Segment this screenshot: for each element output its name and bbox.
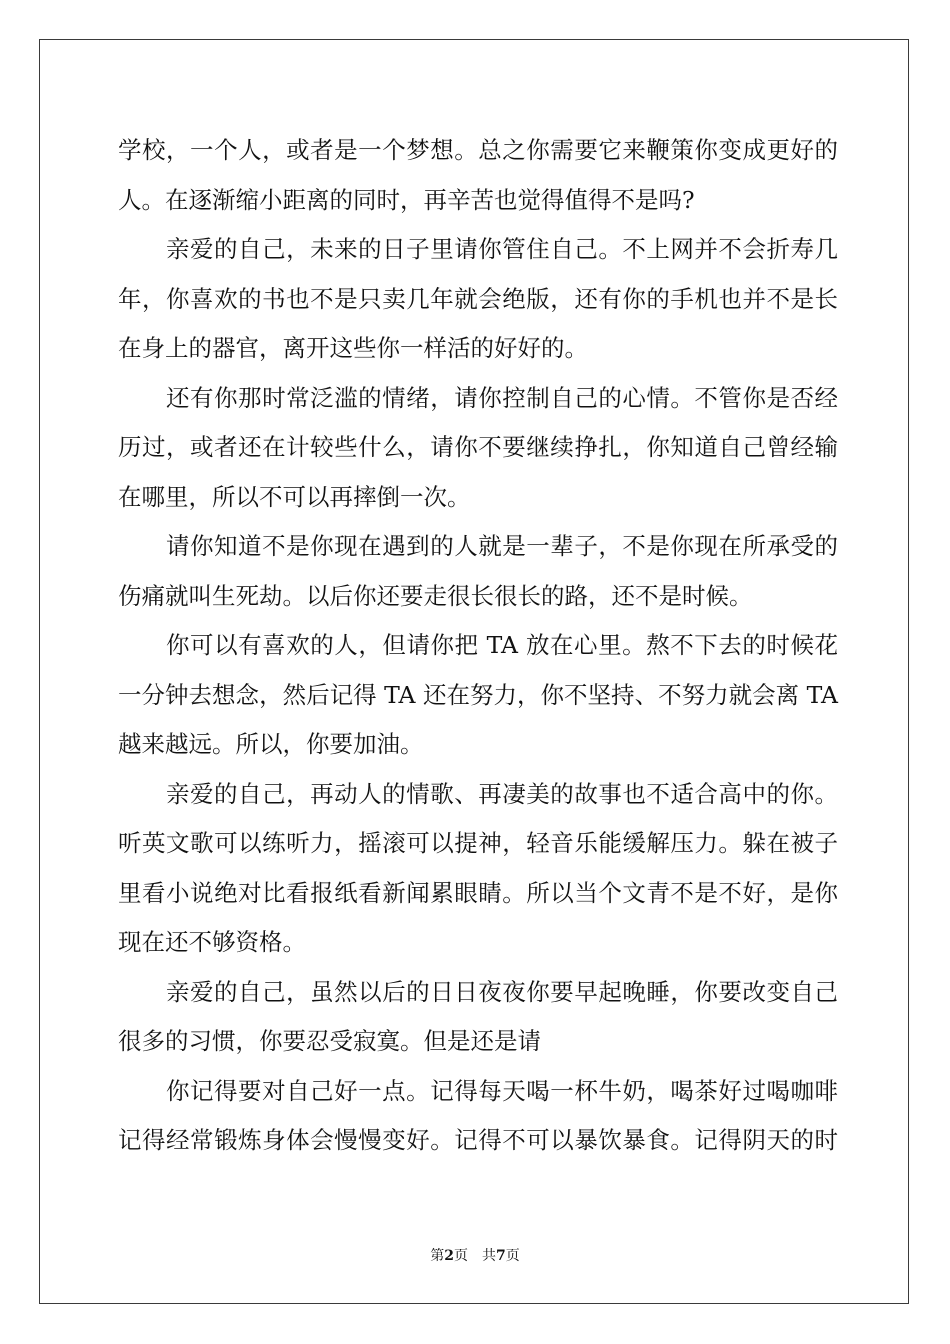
text-line: 亲爱的自己，未来的日子里请你管住自己。不上网并不会折寿几 [166, 235, 838, 263]
text-line: 现在还不够资格。 [118, 928, 306, 956]
text-line: 学校，一个人，或者是一个梦想。总之你需要它来鞭策你变成更好的 [118, 136, 838, 164]
text-line: 请你知道不是你现在遇到的人就是一辈子，不是你现在所承受的 [166, 532, 838, 560]
page-prefix: 第 [430, 1248, 445, 1264]
text-line: 人。在逐渐缩小距离的同时，再辛苦也觉得值得不是吗? [118, 186, 695, 214]
text-line: 在哪里，所以不可以再摔倒一次。 [118, 483, 471, 511]
text-line: 记得经常锻炼身体会慢慢变好。记得不可以暴饮暴食。记得阴天的时 [118, 1126, 838, 1154]
page-number: 2 [444, 1248, 454, 1264]
text-line: 亲爱的自己，再动人的情歌、再凄美的故事也不适合高中的你。 [166, 780, 838, 808]
text-line: 还有你那时常泛滥的情绪，请你控制自己的心情。不管你是否经 [166, 384, 838, 412]
text-line: 你可以有喜欢的人，但请你把 TA 放在心里。熬不下去的时候花 [166, 631, 838, 659]
text-line: 在身上的器官，离开这些你一样活的好好的。 [118, 334, 588, 362]
text-line: 伤痛就叫生死劫。以后你还要走很长很长的路，还不是时候。 [118, 582, 753, 610]
text-line: 一分钟去想念，然后记得 TA 还在努力，你不坚持、不努力就会离 TA [118, 681, 838, 709]
page-suffix: 页 [454, 1248, 468, 1264]
total-suffix: 页 [505, 1248, 520, 1264]
total-pages: 7 [496, 1248, 506, 1264]
text-line: 你记得要对自己好一点。记得每天喝一杯牛奶，喝茶好过喝咖啡 [166, 1077, 838, 1105]
text-line: 亲爱的自己，虽然以后的日日夜夜你要早起晚睡，你要改变自己 [166, 978, 838, 1006]
text-line: 很多的习惯，你要忍受寂寞。但是还是请 [118, 1027, 541, 1055]
text-line: 年，你喜欢的书也不是只卖几年就会绝版，还有你的手机也并不是长 [118, 285, 838, 313]
text-line: 里看小说绝对比看报纸看新闻累眼睛。所以当个文青不是不好，是你 [118, 879, 838, 907]
text-line: 听英文歌可以练听力，摇滚可以提神，轻音乐能缓解压力。躲在被子 [118, 829, 838, 857]
page-footer [0, 1246, 950, 1266]
text-line: 越来越远。所以，你要加油。 [118, 730, 424, 758]
text-line: 历过，或者还在计较些什么，请你不要继续挣扎，你知道自己曾经输 [118, 433, 838, 461]
total-prefix: 共 [482, 1248, 496, 1264]
